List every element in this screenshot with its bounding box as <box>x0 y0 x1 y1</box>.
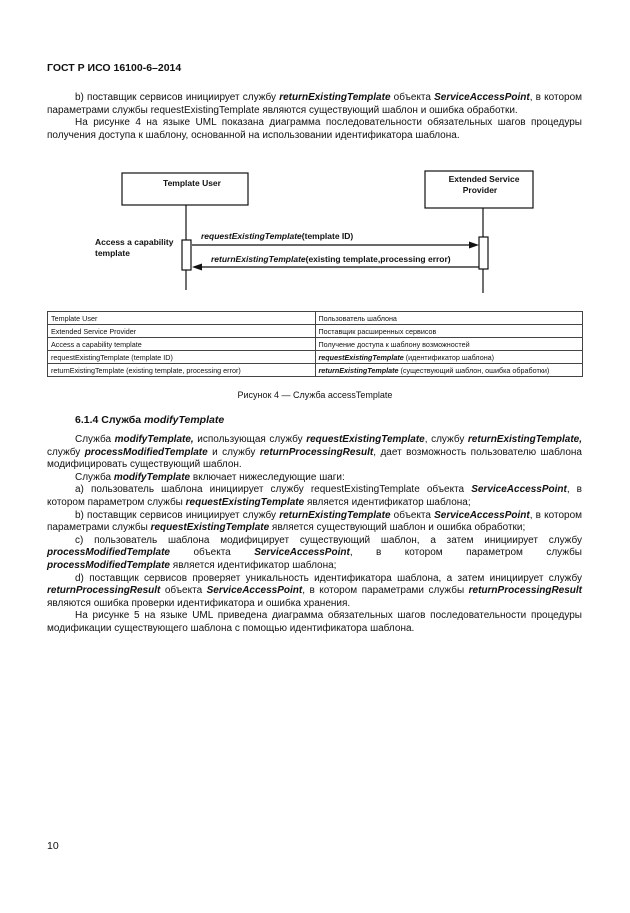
text: является идентификатор шаблона; <box>304 496 471 508</box>
legend-ru <box>315 351 583 364</box>
text: а) пользователь шаблона инициирует службу requestExistingTemplate объекта <box>75 484 472 496</box>
text: Служба <box>75 471 114 483</box>
legend-en: requestExistingTemplate (template ID) <box>48 351 316 364</box>
text: объекта <box>390 509 435 521</box>
legend-en: Template User <box>48 312 316 325</box>
service-name: requestExistingTemplate <box>306 434 425 445</box>
text: и службу <box>207 446 260 458</box>
message2-name: returnExistingTemplate <box>211 254 306 264</box>
lifeline-label-provider-2: Provider <box>462 185 498 195</box>
figure5-reference-paragraph: На рисунке 5 на языке UML приведена диаграмма обязательных шагов последовательности процедуры модификации существующего шаблона с помощью идентификатора шаблона. <box>47 610 582 634</box>
sequence-diagram <box>0 0 630 310</box>
legend-ru-rest: (идентификатор шаблона) <box>403 352 495 362</box>
service-name: requestExistingTemplate <box>185 496 305 508</box>
legend-ru-bold: requestExistingTemplate <box>318 352 404 362</box>
legend-ru: Пользователь шаблона <box>315 312 583 325</box>
page-number: 10 <box>47 840 59 852</box>
table-row <box>48 364 583 377</box>
text: объекта <box>160 585 207 597</box>
text: являются ошибка проверки идентификатора и ошибка хранения. <box>47 597 351 609</box>
text: , службу <box>424 434 468 445</box>
legend-ru-bold: returnExistingTemplate <box>318 365 399 375</box>
object-name: ServiceAccessPoint <box>254 547 350 559</box>
table-row <box>48 338 583 351</box>
service-name: processModifiedTemplate <box>47 547 170 559</box>
section-title: Служба <box>101 414 145 426</box>
message2-args: (existing template,processing error) <box>305 254 451 264</box>
service-name: returnExistingTemplate <box>279 92 391 103</box>
legend-ru <box>315 364 583 377</box>
step-b-paragraph-2 <box>47 510 582 535</box>
text: включает нижеследующие шаги: <box>190 471 345 483</box>
step-c-paragraph <box>47 535 582 573</box>
text: , дает возможность пользователю шаблона модифицировать существующий шаблон. <box>47 446 582 471</box>
message1-args: (template ID) <box>301 231 354 241</box>
body-block <box>47 434 582 636</box>
activation-provider <box>479 237 488 269</box>
message2-arrowhead <box>192 264 202 271</box>
text: b) поставщик сервисов инициирует службу <box>75 92 280 103</box>
section-heading <box>75 414 224 426</box>
message2-label <box>211 254 451 264</box>
body-paragraph-2 <box>47 472 582 485</box>
service-name: requestExistingTemplate <box>150 522 270 534</box>
object-name: ServiceAccessPoint <box>471 484 567 496</box>
service-name: returnExistingTemplate <box>279 509 391 521</box>
document-header: ГОСТ Р ИСО 16100-6–2014 <box>47 62 182 74</box>
lifeline-label-provider-1: Extended Service <box>448 174 520 184</box>
lifeline-label-user: Template User <box>163 178 221 188</box>
section-title-name: modifyTemplate <box>144 414 225 426</box>
text: b) поставщик сервисов инициирует службу <box>75 509 280 521</box>
object-name: ServiceAccessPoint <box>434 92 530 103</box>
message1-arrowhead <box>469 242 479 249</box>
text: , в котором параметрами службы requestExistingTemplate являются существующий шаблон и ошибка обработки. <box>47 92 583 116</box>
figure4-reference-paragraph: На рисунке 4 на языке UML показана диаграмма последовательности обязательных шагов процедуры получения доступа к шаблону, основанной на использовании идентификатора шаблона. <box>47 117 582 141</box>
text: объекта <box>170 547 255 559</box>
activation-label-2: template <box>95 248 130 258</box>
service-name: returnExistingTemplate, <box>467 434 583 445</box>
message1-label <box>201 231 353 241</box>
text: , в котором параметрами службы <box>302 585 469 597</box>
legend-table <box>47 311 583 377</box>
legend-ru: Поставщик расширенных сервисов <box>315 325 583 338</box>
service-name: processModifiedTemplate <box>84 446 208 458</box>
activation-user <box>182 240 191 270</box>
step-a-paragraph <box>47 484 582 509</box>
table-row <box>48 312 583 325</box>
figure-caption: Рисунок 4 — Служба accessTemplate <box>237 390 393 400</box>
text: , в котором параметром службы <box>47 484 582 508</box>
service-name: processModifiedTemplate <box>47 559 170 571</box>
table-row <box>48 325 583 338</box>
text: объекта <box>390 92 435 103</box>
object-name: ServiceAccessPoint <box>206 585 303 597</box>
object-name: ServiceAccessPoint <box>434 509 530 521</box>
text: , в котором параметрами службы <box>47 509 583 534</box>
section-number: 6.1.4 <box>75 414 99 426</box>
legend-ru-rest: (существующий шаблон, ошибка обработки) <box>398 365 550 375</box>
text: использующая службу <box>193 434 307 445</box>
text: d) поставщик сервисов проверяет уникальность идентификатора шаблона, а затем инициирует службу <box>75 572 582 584</box>
service-name: modifyTemplate, <box>114 434 194 445</box>
text: является идентификатор шаблона; <box>170 559 337 571</box>
service-name: returnProcessingResult <box>47 585 161 597</box>
activation-label-1: Access a capability <box>95 237 174 247</box>
legend-en: Access a capability template <box>48 338 316 351</box>
legend-en: Extended Service Provider <box>48 325 316 338</box>
text: службу <box>47 446 85 458</box>
service-name: returnProcessingResult <box>259 446 374 458</box>
table-row <box>48 351 583 364</box>
text: является существующий шаблон и ошибка обработки; <box>269 522 526 534</box>
body-paragraph-1 <box>47 434 582 472</box>
message1-name: requestExistingTemplate <box>201 231 302 241</box>
legend-en: returnExistingTemplate (existing template, processing error) <box>48 364 316 377</box>
text: с) пользователь шаблона модифицирует существующий шаблон, а затем инициирует службу <box>75 534 582 546</box>
legend-ru: Получение доступа к шаблону возможностей <box>315 338 583 351</box>
step-d-paragraph <box>47 573 582 611</box>
text: Служба <box>75 434 115 445</box>
service-name: returnProcessingResult <box>468 585 583 597</box>
text: , в котором параметром службы <box>349 547 582 559</box>
service-name: modifyTemplate <box>113 471 191 483</box>
